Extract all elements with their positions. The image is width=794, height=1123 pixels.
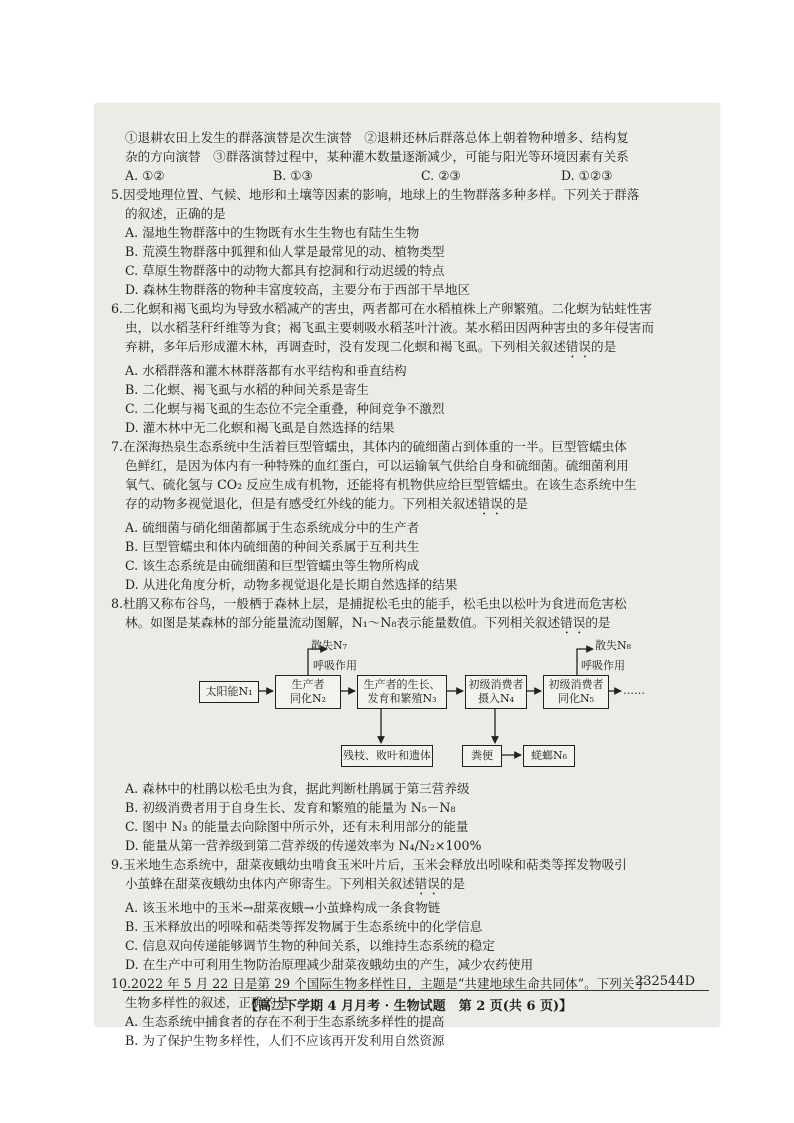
q7-option-b: B. 巨型管蠕虫和体内硫细菌的种间关系属于互利共生 xyxy=(125,539,420,554)
q7-emphasis: 错误 xyxy=(477,496,503,511)
q7-option-a: A. 硫细菌与硝化细菌都属于生态系统成分中的生产者 xyxy=(125,520,420,535)
primary-intake-box xyxy=(465,675,527,709)
q9-stem-1: 9.玉米地生态系统中，甜菜夜蛾幼虫啃食玉米叶片后，玉米会释放出吲哚和萜类等挥发物吸引 xyxy=(111,857,627,872)
q6-stem-end: 的是 xyxy=(590,339,617,354)
q5-option-c: C. 草原生物群落中的动物大都具有挖洞和行动迟缓的特点 xyxy=(125,263,445,278)
q5-stem-2: 的叙述，正确的是 xyxy=(125,206,226,221)
q8-option-c: C. 图中 N₃ 的能量去向除图中所示外，还有未利用部分的能量 xyxy=(125,819,469,834)
q6-option-a: A. 水稻群落和灌木林群落都有水平结构和垂直结构 xyxy=(125,363,407,378)
primary-assimilation-box xyxy=(543,675,609,709)
q9-option-b: B. 玉米释放出的吲哚和萜类等挥发物属于生态系统中的化学信息 xyxy=(125,919,483,934)
q6-stem-2: 虫，以水稻茎秆纤维等为食；褐飞虱主要刺吸水稻茎叶汁液。某水稻田因两种害虫的多年侵害而 xyxy=(125,320,654,335)
q5-option-d: D. 森林生物群落的物种丰富度较高，主要分布于西部干旱地区 xyxy=(125,282,471,297)
primary-assim-l2: 同化N₅ xyxy=(557,692,595,705)
q8-option-d: D. 能量从第一营养级到第二营养级的传递效率为 N₄/N₂×100% xyxy=(125,838,482,853)
energy-flow-diagram xyxy=(125,639,709,779)
q6-emphasis: 错误 xyxy=(565,339,591,354)
question-content xyxy=(111,128,709,1050)
q6-stem-3-text: 弃耕，多年后形成灌木林，再调查时，没有发现二化螟和褐飞虱。下列相关叙述 xyxy=(125,339,566,354)
q8-option-b: B. 初级消费者用于自身生长、发育和繁殖的能量为 N₅－N₈ xyxy=(125,800,456,815)
q8-option-a: A. 森林中的杜鹃以松毛虫为食，据此判断杜鹃属于第三营养级 xyxy=(125,781,470,796)
q8-emphasis: 错误 xyxy=(560,615,586,630)
q7-stem-3: 氧气、硫化氢与 CO₂ 反应生成有机物，还能将有机物供应给巨型管蠕虫。在该生态系统中生 xyxy=(125,477,637,492)
q4-statement-line-1: ①退耕农田上发生的群落演替是次生演替 ②退耕还林后群落总体上朝着物种增多、结构复 xyxy=(125,130,629,145)
q9-option-a: A. 该玉米地中的玉米→甜菜夜蛾→小茧蜂构成一条食物链 xyxy=(125,900,441,915)
q7-option-c: C. 该生态系统是由硫细菌和巨型管蠕虫等生物所构成 xyxy=(125,558,420,573)
q4-option-b: B. ①③ xyxy=(273,168,313,183)
q7-stem-2: 色鲜红，是因为体内有一种特殊的血红蛋白，可以运输氧气供给自身和硫细菌。硫细菌利用 xyxy=(125,458,629,473)
q8-stem-end: 的是 xyxy=(585,615,611,630)
producer-assim-l2: 同化N₂ xyxy=(289,692,327,705)
respiration-label-2: 呼吸作用 xyxy=(581,659,625,672)
q9-emphasis: 错误 xyxy=(414,876,440,891)
q10-stem-1: 10.2022 年 5 月 22 日是第 29 个国际生物多样性日，主题是“共建地球生命共同体”。下列关于 xyxy=(111,976,648,991)
loss-n8-label: 散失N₈ xyxy=(595,639,632,652)
q9-stem-2 xyxy=(125,874,709,898)
q10-option-a: A. 生态系统中捕食者的存在不利于生态系统多样性的提高 xyxy=(125,1014,445,1029)
q5-option-a: A. 湿地生物群落中的生物既有水生生物也有陆生生物 xyxy=(125,225,420,240)
q5-option-b: B. 荒漠生物群落中狐狸和仙人掌是最常见的动、植物类型 xyxy=(125,244,445,259)
litter-box: 残枝、败叶和遗体 xyxy=(341,745,433,767)
sun-energy-box: 太阳能N₁ xyxy=(199,681,259,703)
q7-stem-1: 7.在深海热泉生态系统中生活着巨型管蠕虫，其体内的硫细菌占到体重的一半。巨型管蠕虫体 xyxy=(111,439,627,454)
q4-option-d: D. ①②③ xyxy=(561,168,613,183)
q9-stem-end: 的是 xyxy=(439,876,466,891)
footer-title: 【高二下学期 4 月月考 · 生物试题 第 2 页(共 6 页)】 xyxy=(245,999,573,1014)
primary-intake-l1: 初级消费者 xyxy=(468,678,524,691)
q6-stem-1: 6.二化螟和褐飞虱均为导致水稻减产的害虫，两者都可在水稻植株上产卵繁殖。二化螟为钻蛀性害 xyxy=(111,301,652,316)
primary-intake-l2: 摄入N₄ xyxy=(477,692,515,705)
exam-page xyxy=(95,104,719,1048)
producer-growth-l2: 发育和繁殖N₃ xyxy=(367,692,437,705)
q10-stem-2: 生物多样性的叙述，正确的是 xyxy=(125,995,289,1010)
q7-stem-4-text: 存的动物多视觉退化，但是有感受红外线的能力。下列相关叙述 xyxy=(125,496,478,511)
respiration-label-1: 呼吸作用 xyxy=(313,659,357,672)
q8-stem-2 xyxy=(125,613,709,637)
producer-growth-box xyxy=(357,675,447,709)
q8-stem-1: 8.杜鹃又称布谷鸟，一般栖于森林上层，是捕捉松毛虫的能手，松毛虫以松叶为食进而危害松 xyxy=(111,596,627,611)
q6-option-d: D. 灌木林中无二化螟和褐飞虱是自然选择的结果 xyxy=(125,420,395,435)
producer-growth-l1: 生产者的生长、 xyxy=(363,678,441,691)
q4-option-c: C. ②③ xyxy=(421,168,461,183)
q8-stem-2-text: 林。如图是某森林的部分能量流动图解，N₁～N₈表示能量数值。下列相关叙述 xyxy=(125,615,561,630)
q5-stem-1: 5.因受地理位置、气候、地形和土壤等因素的影响，地球上的生物群落多种多样。下列关于群落 xyxy=(111,187,640,202)
q7-stem-4 xyxy=(125,494,709,518)
paper-code: 232544D xyxy=(634,974,695,989)
dung-beetle-box: 蜣螂N₆ xyxy=(523,745,575,767)
q4-option-a: A. ①② xyxy=(125,168,165,183)
q6-stem-3 xyxy=(125,337,709,361)
producer-assimilation-box xyxy=(275,675,341,709)
q4-statement-line-2: 杂的方向演替 ③群落演替过程中，某种灌木数量逐渐减少，可能与阳光等环境因素有关系 xyxy=(125,149,629,164)
q7-stem-end: 的是 xyxy=(502,496,528,511)
feces-box: 粪便 xyxy=(462,745,502,767)
q6-option-c: C. 二化螟与褐飞虱的生态位不完全重叠，种间竞争不激烈 xyxy=(125,401,445,416)
loss-n7-label: 散失N₇ xyxy=(311,639,348,652)
primary-assim-l1: 初级消费者 xyxy=(548,678,604,691)
q9-option-c: C. 信息双向传递能够调节生物的种间关系，以维持生态系统的稳定 xyxy=(125,938,495,953)
q10-option-b: B. 为了保护生物多样性，人们不应该再开发利用自然资源 xyxy=(125,1033,445,1048)
q6-option-b: B. 二化螟、褐飞虱与水稻的种间关系是寄生 xyxy=(125,382,369,397)
q4-options xyxy=(125,166,709,185)
continuation-dots: …… xyxy=(623,684,645,697)
footer-divider xyxy=(123,990,709,991)
producer-assim-l1: 生产者 xyxy=(291,678,325,691)
q9-stem-2-text: 小茧蜂在甜菜夜蛾幼虫体内产卵寄生。下列相关叙述 xyxy=(125,876,415,891)
q7-option-d: D. 从进化角度分析，动物多视觉退化是长期自然选择的结果 xyxy=(125,577,458,592)
q9-option-d: D. 在生产中可利用生物防治原理减少甜菜夜蛾幼虫的产生，减少农药使用 xyxy=(125,957,534,972)
